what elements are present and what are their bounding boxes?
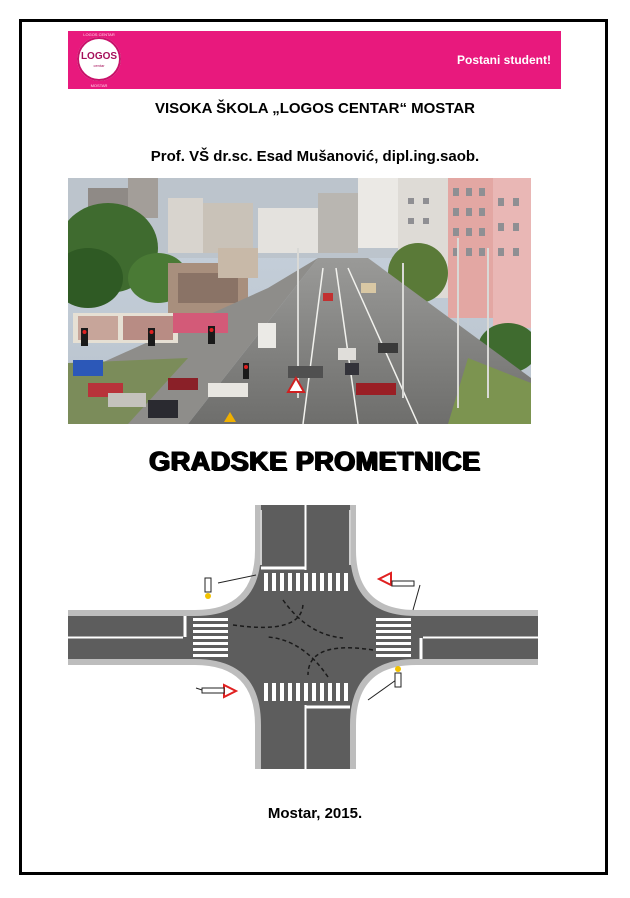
intersection-diagram — [68, 505, 538, 769]
institution-name: VISOKA ŠKOLA „LOGOS CENTAR“ MOSTAR — [154, 100, 475, 117]
banner-cta-text: Postani student! — [456, 53, 551, 67]
author-name: Prof. VŠ dr.sc. Esad Mušanović, dipl.ing.saob. — [150, 148, 480, 165]
logo-subtext: centar — [93, 63, 105, 68]
logos-logo — [77, 32, 121, 88]
logo-arc-top-text: LOGOS CENTAR — [83, 32, 115, 37]
city-street-photo — [68, 178, 531, 424]
document-title: GRADSKE PROMETNICE — [149, 446, 481, 476]
header-banner — [68, 31, 561, 89]
logo-text: LOGOS — [80, 51, 118, 62]
logo-arc-bottom-text: MOSTAR — [90, 83, 108, 88]
place-and-year: Mostar, 2015. — [267, 805, 363, 822]
